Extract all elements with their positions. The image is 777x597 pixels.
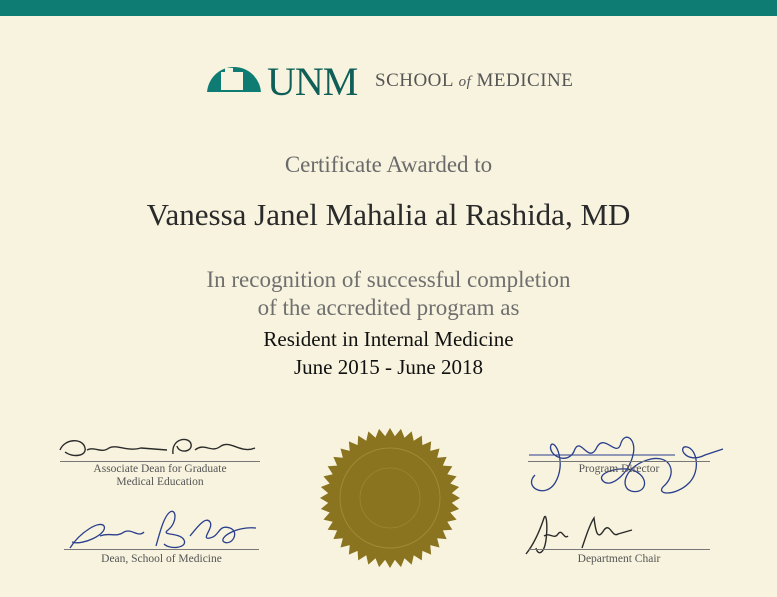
program-name: Resident in Internal Medicine (263, 327, 514, 351)
recognition-line-2: of the accredited program as (257, 295, 520, 320)
dean-label: Dean, School of Medicine (101, 553, 222, 565)
gold-seal-icon (318, 426, 462, 570)
top-color-bar (0, 0, 777, 16)
associate-dean-label: Associate Dean for Graduate Medical Education (93, 463, 227, 488)
program-dates: June 2015 - June 2018 (294, 355, 483, 379)
logo-school-text: SCHOOL of MEDICINE (375, 70, 574, 91)
program-director-label: Program Director (578, 463, 660, 475)
recipient-name: Vanessa Janel Mahalia al Rashida, MD (146, 197, 631, 232)
dean-line (64, 549, 259, 550)
logo-unm-text: UNM (267, 59, 358, 104)
unm-logo (205, 56, 625, 102)
recognition-line-1: In recognition of successful completion (206, 267, 571, 292)
logo-emblem-icon (205, 58, 263, 98)
department-chair-label: Department Chair (577, 553, 661, 565)
program-director-line (528, 461, 710, 462)
associate-dean-signature (55, 428, 265, 464)
awarded-text: Certificate Awarded to (284, 152, 493, 177)
associate-dean-line (60, 461, 260, 462)
department-chair-line (528, 549, 710, 550)
